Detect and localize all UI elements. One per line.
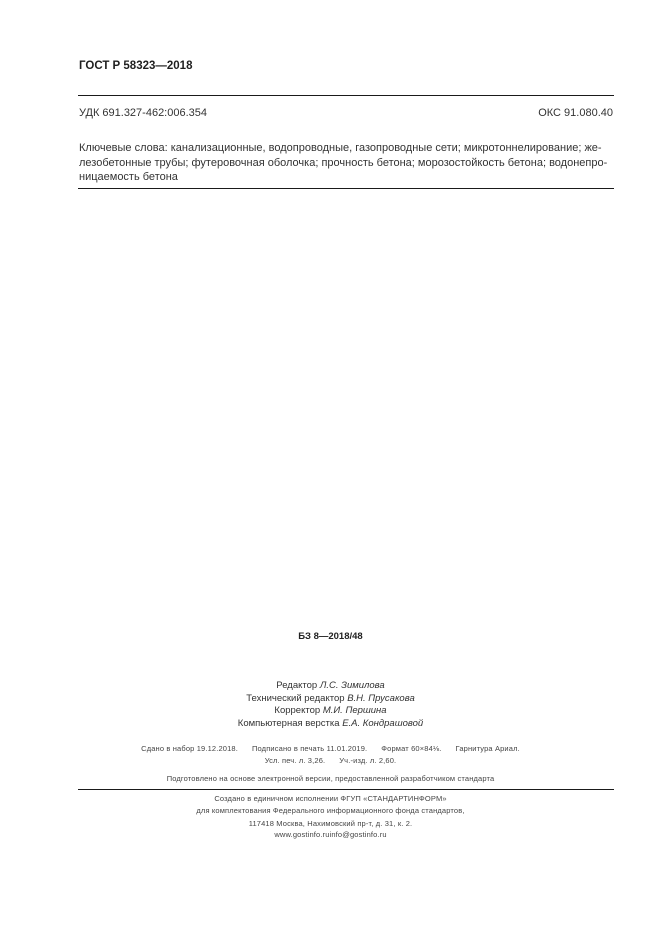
imprint-line-2: Усл. печ. л. 3,26. Уч.-изд. л. 2,60. (264, 755, 397, 765)
keywords-line: лезобетонные трубы; футеровочная оболочка; прочность бетона; морозостойкость бетона; водонепро- (79, 156, 608, 169)
publisher-line-1: Создано в единичном исполнении ФГУП «СТАНДАРТИНФОРМ» (214, 794, 447, 803)
credit-editor: Редактор Л.С. Зимилова (276, 680, 385, 691)
email-link[interactable]: info@gostinfo.ru (329, 830, 387, 839)
credit-layout: Компьютерная верстка Е.А. Кондрашовой (237, 717, 424, 729)
document-title: ГОСТ Р 58323—2018 (79, 60, 193, 72)
imprint-block (0, 743, 661, 766)
publisher-block (0, 793, 661, 816)
publisher-line-2: для комплектования Федерального информационного фонда стандартов, (196, 805, 465, 815)
imprint-line-1: Сдано в набор 19.12.2018. Подписано в печать 11.01.2019. Формат 60×84⅛. Гарнитура Ариал. (141, 744, 520, 753)
keywords-line: ницаемость бетона (79, 171, 178, 183)
publisher-address: 117418 Москва, Нахимовский пр-т, д. 31, к. 2. (248, 819, 413, 828)
credit-proofreader: Корректор М.И. Першина (274, 705, 387, 716)
divider-top (78, 95, 614, 96)
bz-number: БЗ 8—2018/48 (298, 631, 363, 642)
address-block (0, 818, 661, 840)
publisher-contacts (0, 829, 661, 840)
divider-keywords (78, 188, 614, 189)
credit-tech-editor: Технический редактор В.Н. Прусакова (246, 692, 415, 704)
keywords-line: Ключевые слова: канализационные, водопроводные, газопроводные сети; микротоннелирование; же- (79, 142, 602, 154)
divider-bottom (78, 789, 614, 790)
website-link[interactable]: www.gostinfo.ru (274, 830, 330, 839)
keywords-block (79, 141, 615, 185)
credits-block (0, 680, 661, 730)
oks-code: ОКС 91.080.40 (538, 107, 613, 119)
udk-code: УДК 691.327-462:006.354 (79, 107, 208, 119)
prepared-note: Подготовлено на основе электронной версии, предоставленной разработчиком стандарта (166, 774, 495, 783)
